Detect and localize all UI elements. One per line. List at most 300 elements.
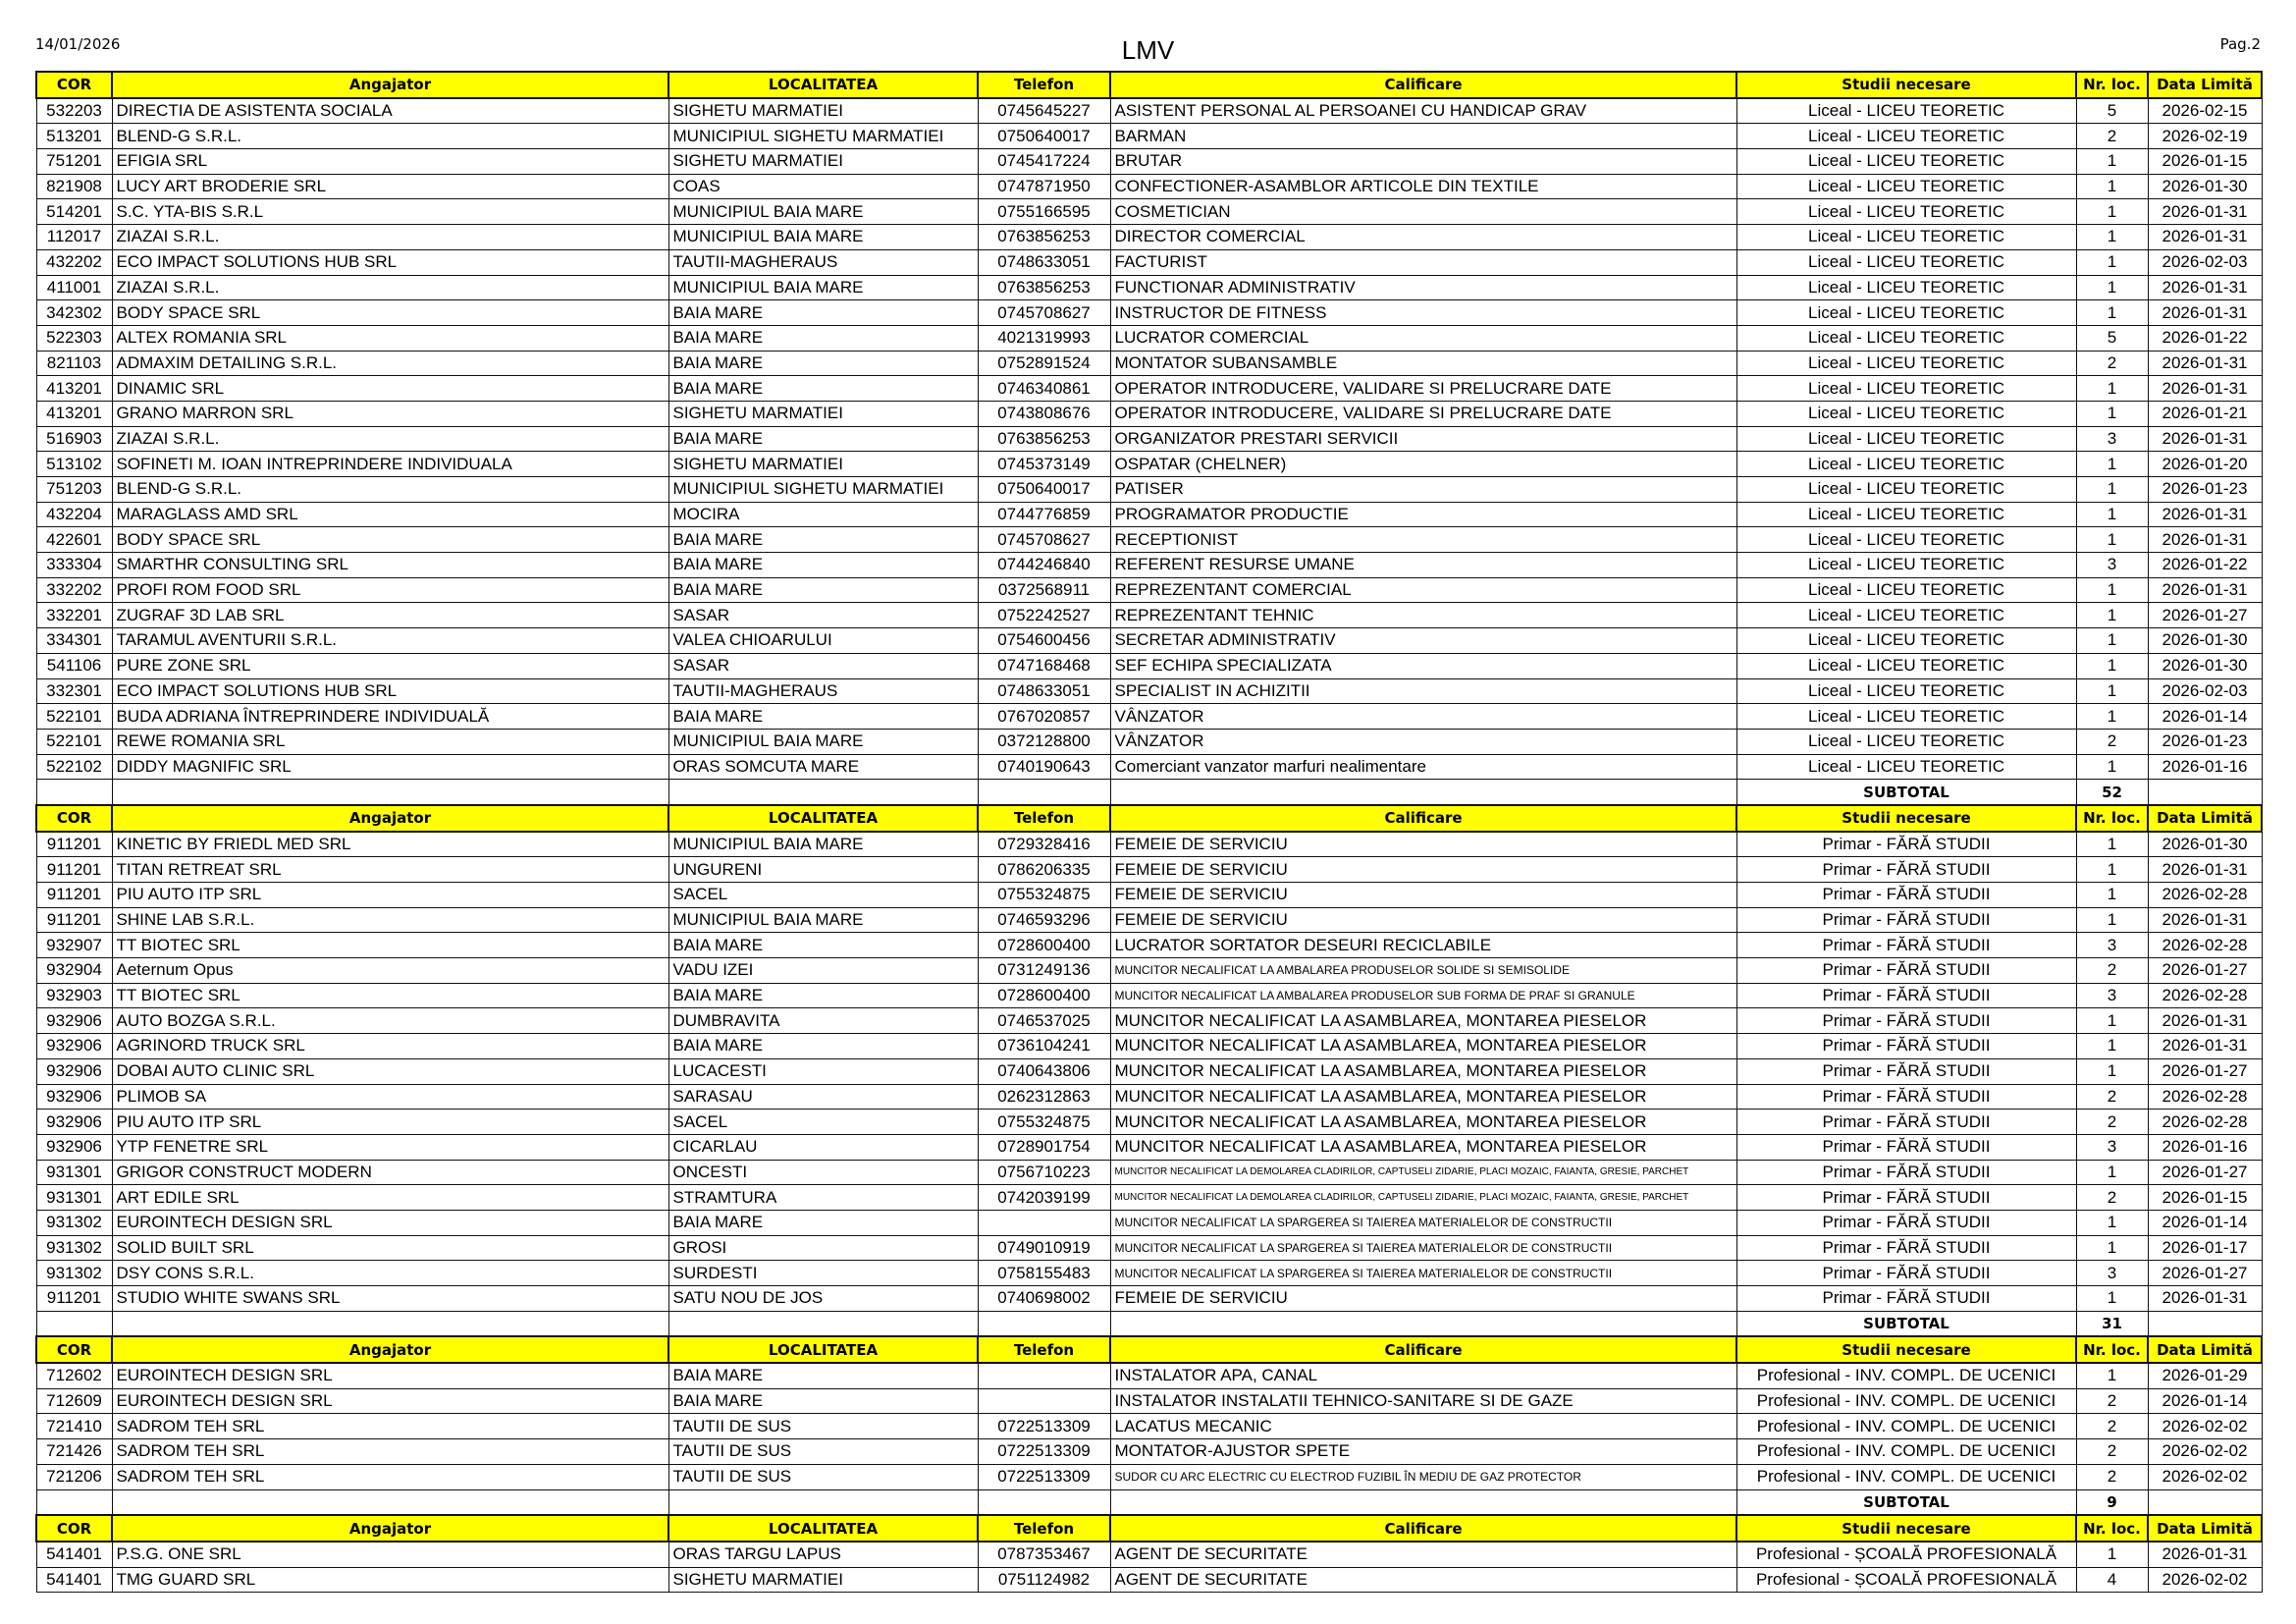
cell-telefon: 0751124982 — [978, 1567, 1110, 1593]
cell-studii: Primar - FĂRĂ STUDII — [1736, 1134, 2076, 1160]
column-header-nr-loc: Nr. loc. — [2076, 805, 2148, 832]
cell-telefon: 0747168468 — [978, 653, 1110, 678]
table-row — [36, 1110, 2262, 1135]
subtotal-value: 31 — [2076, 1311, 2148, 1336]
cell-angajator: PLIMOB SA — [112, 1084, 668, 1110]
cell-calificare: FEMEIE DE SERVICIU — [1110, 907, 1736, 933]
cell-studii: Profesional - INV. COMPL. DE UCENICI — [1736, 1439, 2076, 1465]
cell-data-limita: 2026-02-28 — [2148, 883, 2262, 908]
cell-telefon: 0722513309 — [978, 1464, 1110, 1489]
cell-cor: 911201 — [36, 832, 112, 857]
cell-studii: Liceal - LICEU TEORETIC — [1736, 603, 2076, 628]
cell-telefon: 0372568911 — [978, 577, 1110, 603]
cell-nr-loc: 1 — [2076, 1542, 2148, 1567]
column-header-row — [36, 72, 2262, 98]
table-row — [36, 577, 2262, 603]
empty-cell — [1110, 780, 1736, 805]
cell-angajator: DOBAI AUTO CLINIC SRL — [112, 1058, 668, 1084]
cell-telefon: 0742039199 — [978, 1185, 1110, 1211]
column-header-nr-loc: Nr. loc. — [2076, 1336, 2148, 1363]
cell-nr-loc: 2 — [2076, 1414, 2148, 1439]
cell-studii: Liceal - LICEU TEORETIC — [1736, 704, 2076, 730]
cell-cor: 541106 — [36, 653, 112, 678]
cell-angajator: BLEND-G S.R.L. — [112, 124, 668, 149]
cell-studii: Liceal - LICEU TEORETIC — [1736, 98, 2076, 124]
cell-calificare: FEMEIE DE SERVICIU — [1110, 883, 1736, 908]
job-vacancies-table — [35, 71, 2263, 1593]
cell-cor: 432202 — [36, 249, 112, 275]
cell-data-limita: 2026-02-28 — [2148, 1110, 2262, 1135]
table-row — [36, 933, 2262, 958]
cell-cor: 422601 — [36, 527, 112, 553]
table-row — [36, 857, 2262, 883]
cell-cor: 413201 — [36, 376, 112, 402]
empty-cell — [978, 1489, 1110, 1515]
table-row — [36, 502, 2262, 527]
table-row — [36, 1567, 2262, 1593]
cell-cor: 932906 — [36, 1110, 112, 1135]
cell-studii: Primar - FĂRĂ STUDII — [1736, 1110, 2076, 1135]
cell-localitatea: TAUTII DE SUS — [668, 1439, 978, 1465]
table-row — [36, 149, 2262, 175]
column-header-studii: Studii necesare — [1736, 1515, 2076, 1542]
table-row — [36, 729, 2262, 754]
cell-nr-loc: 1 — [2076, 704, 2148, 730]
cell-localitatea: BAIA MARE — [668, 527, 978, 553]
cell-data-limita: 2026-01-27 — [2148, 958, 2262, 984]
cell-angajator: ADMAXIM DETAILING S.R.L. — [112, 351, 668, 376]
empty-cell — [1110, 1489, 1736, 1515]
cell-telefon — [978, 1388, 1110, 1414]
table-row — [36, 225, 2262, 250]
cell-localitatea: MUNICIPIUL BAIA MARE — [668, 275, 978, 300]
table-row — [36, 983, 2262, 1008]
cell-cor: 932906 — [36, 1134, 112, 1160]
subtotal-label: SUBTOTAL — [1736, 1489, 2076, 1515]
cell-telefon: 0786206335 — [978, 857, 1110, 883]
cell-data-limita: 2026-01-22 — [2148, 325, 2262, 351]
cell-calificare: COSMETICIAN — [1110, 199, 1736, 225]
cell-nr-loc: 2 — [2076, 958, 2148, 984]
cell-studii: Liceal - LICEU TEORETIC — [1736, 653, 2076, 678]
cell-telefon: 0755166595 — [978, 199, 1110, 225]
cell-studii: Liceal - LICEU TEORETIC — [1736, 452, 2076, 477]
table-row — [36, 174, 2262, 199]
table-row — [36, 1084, 2262, 1110]
cell-nr-loc: 1 — [2076, 249, 2148, 275]
cell-nr-loc: 5 — [2076, 325, 2148, 351]
table-row — [36, 199, 2262, 225]
table-row — [36, 1439, 2262, 1465]
cell-cor: 522303 — [36, 325, 112, 351]
cell-data-limita: 2026-02-28 — [2148, 983, 2262, 1008]
cell-nr-loc: 1 — [2076, 1210, 2148, 1235]
empty-cell — [978, 780, 1110, 805]
empty-cell — [978, 1311, 1110, 1336]
cell-angajator: SADROM TEH SRL — [112, 1414, 668, 1439]
cell-nr-loc: 1 — [2076, 1286, 2148, 1312]
column-header-angajator: Angajator — [112, 805, 668, 832]
cell-telefon: 0728901754 — [978, 1134, 1110, 1160]
cell-studii: Profesional - ȘCOALĂ PROFESIONALĂ — [1736, 1567, 2076, 1593]
cell-nr-loc: 1 — [2076, 883, 2148, 908]
cell-studii: Liceal - LICEU TEORETIC — [1736, 376, 2076, 402]
cell-calificare: INSTALATOR INSTALATII TEHNICO-SANITARE SI DE GAZE — [1110, 1388, 1736, 1414]
table-row — [36, 98, 2262, 124]
cell-calificare: LUCRATOR COMERCIAL — [1110, 325, 1736, 351]
cell-studii: Primar - FĂRĂ STUDII — [1736, 1235, 2076, 1261]
cell-studii: Liceal - LICEU TEORETIC — [1736, 729, 2076, 754]
cell-localitatea: SARASAU — [668, 1084, 978, 1110]
cell-telefon: 0763856253 — [978, 426, 1110, 452]
cell-angajator: S.C. YTA-BIS S.R.L — [112, 199, 668, 225]
cell-cor: 541401 — [36, 1567, 112, 1593]
cell-angajator: ALTEX ROMANIA SRL — [112, 325, 668, 351]
cell-telefon: 0752891524 — [978, 351, 1110, 376]
cell-studii: Liceal - LICEU TEORETIC — [1736, 628, 2076, 654]
cell-localitatea: SIGHETU MARMATIEI — [668, 452, 978, 477]
cell-angajator: GRIGOR CONSTRUCT MODERN — [112, 1160, 668, 1185]
cell-telefon: 0745708627 — [978, 300, 1110, 326]
cell-angajator: BODY SPACE SRL — [112, 300, 668, 326]
cell-angajator: SOLID BUILT SRL — [112, 1235, 668, 1261]
cell-telefon: 0745417224 — [978, 149, 1110, 175]
cell-studii: Primar - FĂRĂ STUDII — [1736, 933, 2076, 958]
cell-calificare: MUNCITOR NECALIFICAT LA DEMOLAREA CLADIRILOR, CAPTUSELI ZIDARIE, PLACI MOZAIC, FAIANTA, GRESIE, PARCHET — [1110, 1160, 1736, 1185]
table-row — [36, 1210, 2262, 1235]
cell-telefon: 0728600400 — [978, 933, 1110, 958]
cell-calificare: MUNCITOR NECALIFICAT LA SPARGEREA SI TAIEREA MATERIALELOR DE CONSTRUCTII — [1110, 1210, 1736, 1235]
subtotal-row — [36, 1311, 2262, 1336]
cell-cor: 751203 — [36, 477, 112, 503]
table-row — [36, 1363, 2262, 1388]
cell-studii: Primar - FĂRĂ STUDII — [1736, 857, 2076, 883]
cell-studii: Liceal - LICEU TEORETIC — [1736, 351, 2076, 376]
cell-studii: Liceal - LICEU TEORETIC — [1736, 199, 2076, 225]
cell-angajator: GRANO MARRON SRL — [112, 401, 668, 426]
cell-localitatea: DUMBRAVITA — [668, 1008, 978, 1034]
cell-data-limita: 2026-01-22 — [2148, 553, 2262, 578]
cell-studii: Liceal - LICEU TEORETIC — [1736, 577, 2076, 603]
column-header-data-limita: Data Limită — [2148, 1515, 2262, 1542]
cell-calificare: REPREZENTANT COMERCIAL — [1110, 577, 1736, 603]
cell-calificare: MUNCITOR NECALIFICAT LA SPARGEREA SI TAIEREA MATERIALELOR DE CONSTRUCTII — [1110, 1261, 1736, 1286]
cell-calificare: RECEPTIONIST — [1110, 527, 1736, 553]
cell-angajator: AGRINORD TRUCK SRL — [112, 1034, 668, 1059]
table-row — [36, 704, 2262, 730]
table-row — [36, 401, 2262, 426]
cell-studii: Primar - FĂRĂ STUDII — [1736, 1261, 2076, 1286]
cell-studii: Primar - FĂRĂ STUDII — [1736, 1034, 2076, 1059]
cell-calificare: MUNCITOR NECALIFICAT LA ASAMBLAREA, MONTAREA PIESELOR — [1110, 1008, 1736, 1034]
cell-telefon: 0740698002 — [978, 1286, 1110, 1312]
cell-angajator: MARAGLASS AMD SRL — [112, 502, 668, 527]
cell-cor: 432204 — [36, 502, 112, 527]
cell-studii: Liceal - LICEU TEORETIC — [1736, 426, 2076, 452]
cell-localitatea: VADU IZEI — [668, 958, 978, 984]
cell-telefon: 4021319993 — [978, 325, 1110, 351]
cell-localitatea: SACEL — [668, 883, 978, 908]
column-header-nr-loc: Nr. loc. — [2076, 72, 2148, 98]
empty-cell — [668, 1311, 978, 1336]
column-header-row — [36, 1515, 2262, 1542]
cell-calificare: BRUTAR — [1110, 149, 1736, 175]
cell-localitatea: SIGHETU MARMATIEI — [668, 401, 978, 426]
cell-angajator: REWE ROMANIA SRL — [112, 729, 668, 754]
cell-cor: 513201 — [36, 124, 112, 149]
cell-studii: Primar - FĂRĂ STUDII — [1736, 1210, 2076, 1235]
cell-localitatea: STRAMTURA — [668, 1185, 978, 1211]
table-row — [36, 351, 2262, 376]
cell-cor: 932903 — [36, 983, 112, 1008]
cell-data-limita: 2026-01-14 — [2148, 1388, 2262, 1414]
cell-data-limita: 2026-01-29 — [2148, 1363, 2262, 1388]
cell-calificare: OPERATOR INTRODUCERE, VALIDARE SI PRELUCRARE DATE — [1110, 376, 1736, 402]
cell-angajator: EFIGIA SRL — [112, 149, 668, 175]
cell-cor: 721410 — [36, 1414, 112, 1439]
cell-nr-loc: 2 — [2076, 1464, 2148, 1489]
subtotal-value: 9 — [2076, 1489, 2148, 1515]
cell-data-limita: 2026-02-02 — [2148, 1567, 2262, 1593]
cell-localitatea: MUNICIPIUL SIGHETU MARMATIEI — [668, 124, 978, 149]
cell-cor: 514201 — [36, 199, 112, 225]
cell-cor: 516903 — [36, 426, 112, 452]
cell-angajator: SADROM TEH SRL — [112, 1439, 668, 1465]
cell-data-limita: 2026-01-31 — [2148, 577, 2262, 603]
column-header-calificare: Calificare — [1110, 1336, 1736, 1363]
cell-angajator: BLEND-G S.R.L. — [112, 477, 668, 503]
column-header-studii: Studii necesare — [1736, 805, 2076, 832]
cell-calificare: SEF ECHIPA SPECIALIZATA — [1110, 653, 1736, 678]
cell-localitatea: SIGHETU MARMATIEI — [668, 1567, 978, 1593]
cell-calificare: CONFECTIONER-ASAMBLOR ARTICOLE DIN TEXTILE — [1110, 174, 1736, 199]
cell-localitatea: SATU NOU DE JOS — [668, 1286, 978, 1312]
cell-calificare: INSTRUCTOR DE FITNESS — [1110, 300, 1736, 326]
cell-data-limita: 2026-01-23 — [2148, 729, 2262, 754]
table-row — [36, 678, 2262, 704]
cell-telefon: 0746537025 — [978, 1008, 1110, 1034]
column-header-angajator: Angajator — [112, 72, 668, 98]
cell-calificare: MUNCITOR NECALIFICAT LA AMBALAREA PRODUSELOR SUB FORMA DE PRAF SI GRANULE — [1110, 983, 1736, 1008]
empty-cell — [668, 780, 978, 805]
cell-angajator: PIU AUTO ITP SRL — [112, 883, 668, 908]
cell-studii: Primar - FĂRĂ STUDII — [1736, 883, 2076, 908]
cell-localitatea: ORAS TARGU LAPUS — [668, 1542, 978, 1567]
cell-calificare: REFERENT RESURSE UMANE — [1110, 553, 1736, 578]
subtotal-label: SUBTOTAL — [1736, 1311, 2076, 1336]
cell-calificare: MUNCITOR NECALIFICAT LA AMBALAREA PRODUSELOR SOLIDE SI SEMISOLIDE — [1110, 958, 1736, 984]
cell-localitatea: ONCESTI — [668, 1160, 978, 1185]
cell-cor: 932906 — [36, 1034, 112, 1059]
column-header-localitatea: LOCALITATEA — [668, 1336, 978, 1363]
cell-nr-loc: 1 — [2076, 149, 2148, 175]
table-row — [36, 477, 2262, 503]
cell-localitatea: BAIA MARE — [668, 325, 978, 351]
cell-calificare: SECRETAR ADMINISTRATIV — [1110, 628, 1736, 654]
cell-studii: Profesional - INV. COMPL. DE UCENICI — [1736, 1464, 2076, 1489]
cell-localitatea: MUNICIPIUL BAIA MARE — [668, 225, 978, 250]
cell-calificare: MUNCITOR NECALIFICAT LA ASAMBLAREA, MONTAREA PIESELOR — [1110, 1058, 1736, 1084]
cell-telefon: 0767020857 — [978, 704, 1110, 730]
table-row — [36, 1261, 2262, 1286]
cell-angajator: ECO IMPACT SOLUTIONS HUB SRL — [112, 678, 668, 704]
cell-angajator: EUROINTECH DESIGN SRL — [112, 1210, 668, 1235]
cell-cor: 413201 — [36, 401, 112, 426]
cell-data-limita: 2026-02-02 — [2148, 1414, 2262, 1439]
table-row — [36, 300, 2262, 326]
cell-localitatea: MUNICIPIUL BAIA MARE — [668, 729, 978, 754]
cell-studii: Liceal - LICEU TEORETIC — [1736, 553, 2076, 578]
cell-nr-loc: 1 — [2076, 1160, 2148, 1185]
subtotal-row — [36, 780, 2262, 805]
cell-nr-loc: 1 — [2076, 452, 2148, 477]
table-row — [36, 1008, 2262, 1034]
empty-cell — [112, 1311, 668, 1336]
cell-data-limita: 2026-01-16 — [2148, 1134, 2262, 1160]
cell-data-limita: 2026-02-02 — [2148, 1439, 2262, 1465]
cell-localitatea: BAIA MARE — [668, 983, 978, 1008]
cell-localitatea: MUNICIPIUL BAIA MARE — [668, 907, 978, 933]
cell-angajator: PURE ZONE SRL — [112, 653, 668, 678]
cell-nr-loc: 1 — [2076, 857, 2148, 883]
cell-nr-loc: 2 — [2076, 1185, 2148, 1211]
cell-studii: Primar - FĂRĂ STUDII — [1736, 907, 2076, 933]
column-header-calificare: Calificare — [1110, 805, 1736, 832]
column-header-localitatea: LOCALITATEA — [668, 805, 978, 832]
column-header-data-limita: Data Limită — [2148, 1336, 2262, 1363]
cell-studii: Profesional - INV. COMPL. DE UCENICI — [1736, 1388, 2076, 1414]
cell-data-limita: 2026-01-31 — [2148, 1034, 2262, 1059]
cell-nr-loc: 2 — [2076, 351, 2148, 376]
cell-telefon: 0740190643 — [978, 754, 1110, 780]
table-row — [36, 628, 2262, 654]
cell-telefon: 0754600456 — [978, 628, 1110, 654]
cell-localitatea: UNGURENI — [668, 857, 978, 883]
cell-data-limita: 2026-02-03 — [2148, 678, 2262, 704]
cell-cor: 911201 — [36, 857, 112, 883]
table-row — [36, 958, 2262, 984]
column-header-calificare: Calificare — [1110, 1515, 1736, 1542]
cell-telefon: 0750640017 — [978, 124, 1110, 149]
cell-cor: 522102 — [36, 754, 112, 780]
column-header-cor: COR — [36, 1336, 112, 1363]
table-row — [36, 452, 2262, 477]
cell-localitatea: SASAR — [668, 653, 978, 678]
cell-telefon: 0743808676 — [978, 401, 1110, 426]
table-row — [36, 426, 2262, 452]
cell-studii: Liceal - LICEU TEORETIC — [1736, 124, 2076, 149]
cell-data-limita: 2026-01-31 — [2148, 1286, 2262, 1312]
cell-angajator: SOFINETI M. IOAN INTREPRINDERE INDIVIDUALA — [112, 452, 668, 477]
column-header-studii: Studii necesare — [1736, 72, 2076, 98]
column-header-telefon: Telefon — [978, 1336, 1110, 1363]
cell-cor: 721206 — [36, 1464, 112, 1489]
cell-angajator: YTP FENETRE SRL — [112, 1134, 668, 1160]
cell-calificare: FEMEIE DE SERVICIU — [1110, 857, 1736, 883]
cell-studii: Liceal - LICEU TEORETIC — [1736, 174, 2076, 199]
cell-data-limita: 2026-01-31 — [2148, 376, 2262, 402]
column-header-angajator: Angajator — [112, 1515, 668, 1542]
cell-calificare: MUNCITOR NECALIFICAT LA ASAMBLAREA, MONTAREA PIESELOR — [1110, 1034, 1736, 1059]
cell-cor: 541401 — [36, 1542, 112, 1567]
report-title: LMV — [1121, 35, 1175, 65]
empty-cell — [36, 1311, 112, 1336]
cell-telefon: 0372128800 — [978, 729, 1110, 754]
empty-cell — [2148, 1489, 2262, 1515]
cell-cor: 911201 — [36, 907, 112, 933]
cell-studii: Liceal - LICEU TEORETIC — [1736, 249, 2076, 275]
table-row — [36, 1414, 2262, 1439]
cell-localitatea: BAIA MARE — [668, 1388, 978, 1414]
empty-cell — [668, 1489, 978, 1515]
cell-nr-loc: 1 — [2076, 376, 2148, 402]
cell-studii: Liceal - LICEU TEORETIC — [1736, 502, 2076, 527]
column-header-nr-loc: Nr. loc. — [2076, 1515, 2148, 1542]
cell-telefon: 0755324875 — [978, 883, 1110, 908]
cell-calificare: OPERATOR INTRODUCERE, VALIDARE SI PRELUCRARE DATE — [1110, 401, 1736, 426]
cell-telefon: 0756710223 — [978, 1160, 1110, 1185]
cell-telefon — [978, 1210, 1110, 1235]
cell-data-limita: 2026-01-31 — [2148, 1008, 2262, 1034]
cell-studii: Primar - FĂRĂ STUDII — [1736, 1058, 2076, 1084]
cell-data-limita: 2026-01-27 — [2148, 603, 2262, 628]
cell-telefon: 0722513309 — [978, 1414, 1110, 1439]
cell-localitatea: BAIA MARE — [668, 300, 978, 326]
cell-localitatea: COAS — [668, 174, 978, 199]
cell-data-limita: 2026-01-30 — [2148, 174, 2262, 199]
cell-angajator: DIDDY MAGNIFIC SRL — [112, 754, 668, 780]
cell-cor: 522101 — [36, 729, 112, 754]
cell-data-limita: 2026-01-31 — [2148, 225, 2262, 250]
cell-telefon: 0763856253 — [978, 275, 1110, 300]
cell-cor: 931301 — [36, 1185, 112, 1211]
cell-angajator: TT BIOTEC SRL — [112, 933, 668, 958]
cell-cor: 931302 — [36, 1261, 112, 1286]
cell-data-limita: 2026-01-31 — [2148, 300, 2262, 326]
column-header-angajator: Angajator — [112, 1336, 668, 1363]
cell-telefon: 0748633051 — [978, 249, 1110, 275]
cell-data-limita: 2026-02-02 — [2148, 1464, 2262, 1489]
cell-localitatea: BAIA MARE — [668, 577, 978, 603]
cell-localitatea: BAIA MARE — [668, 553, 978, 578]
cell-data-limita: 2026-01-31 — [2148, 502, 2262, 527]
cell-angajator: DSY CONS S.R.L. — [112, 1261, 668, 1286]
cell-studii: Primar - FĂRĂ STUDII — [1736, 1008, 2076, 1034]
cell-localitatea: SASAR — [668, 603, 978, 628]
cell-localitatea: MUNICIPIUL BAIA MARE — [668, 832, 978, 857]
cell-cor: 931302 — [36, 1210, 112, 1235]
cell-cor: 532203 — [36, 98, 112, 124]
cell-localitatea: BAIA MARE — [668, 704, 978, 730]
cell-data-limita: 2026-01-31 — [2148, 199, 2262, 225]
empty-cell — [2148, 780, 2262, 805]
cell-angajator: KINETIC BY FRIEDL MED SRL — [112, 832, 668, 857]
cell-telefon: 0746340861 — [978, 376, 1110, 402]
cell-localitatea: BAIA MARE — [668, 933, 978, 958]
cell-nr-loc: 2 — [2076, 1388, 2148, 1414]
table-row — [36, 603, 2262, 628]
cell-data-limita: 2026-01-16 — [2148, 754, 2262, 780]
cell-telefon — [978, 1363, 1110, 1388]
cell-angajator: STUDIO WHITE SWANS SRL — [112, 1286, 668, 1312]
cell-calificare: SUDOR CU ARC ELECTRIC CU ELECTROD FUZIBIL ÎN MEDIU DE GAZ PROTECTOR — [1110, 1464, 1736, 1489]
cell-calificare: MUNCITOR NECALIFICAT LA ASAMBLAREA, MONTAREA PIESELOR — [1110, 1110, 1736, 1135]
column-header-localitatea: LOCALITATEA — [668, 72, 978, 98]
cell-nr-loc: 1 — [2076, 300, 2148, 326]
table-row — [36, 1058, 2262, 1084]
cell-nr-loc: 1 — [2076, 1235, 2148, 1261]
cell-data-limita: 2026-01-23 — [2148, 477, 2262, 503]
